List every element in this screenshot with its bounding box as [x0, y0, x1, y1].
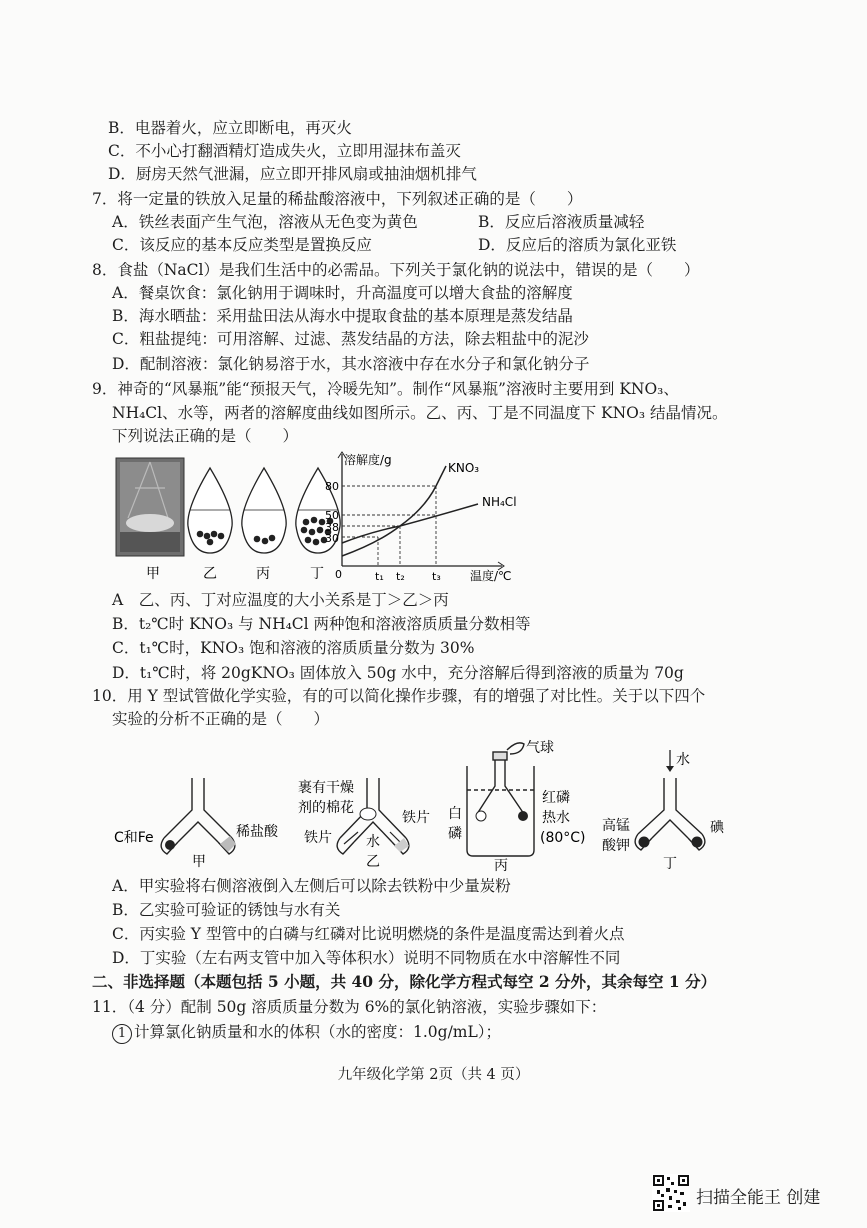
- section-2-heading: 二、非选择题（本题包括 5 小题，共 40 分，除化学方程式每空 2 分外，其余每空 1 分）: [92, 972, 717, 991]
- step-number-badge: 1: [112, 1024, 132, 1044]
- ding-left-2: 酸钾: [602, 838, 630, 854]
- q10-option-c: C．丙实验 Y 型管中的白磷与红磷对比说明燃烧的条件是温度需达到着火点: [112, 925, 625, 943]
- q10-option-b: B．乙实验可验证的锈蚀与水有关: [112, 901, 341, 919]
- y-tick-80: 80: [325, 480, 339, 493]
- bing-hot-1: 热水: [542, 810, 570, 826]
- q9-option-d: D．t₁℃时，将 20gKNO₃ 固体放入 50g 水中，充分溶解后得到溶液的质量为 70g: [112, 664, 684, 682]
- q7-option-b: B．反应后溶液质量减轻: [478, 213, 645, 231]
- q6-option-b: B．电器着火，应立即断电，再灭火: [108, 119, 352, 137]
- scanner-brand: 扫描全能王 创建: [696, 1188, 821, 1208]
- label-yi: 乙: [203, 566, 217, 582]
- q8-option-a: A．餐桌饮食：氯化钠用于调味时，升高温度可以增大食盐的溶解度: [112, 284, 573, 302]
- q9-stem-line1: 9．神奇的“风暴瓶”能“预报天气，冷暖先知”。制作“风暴瓶”溶液时主要用到 KNO₃、: [92, 380, 679, 398]
- q8-option-b: B．海水晒盐：采用盐田法从海水中提取食盐的基本原理是蒸发结晶: [112, 307, 573, 325]
- ding-left-1: 高锰: [602, 818, 630, 834]
- q8-option-c: C．粗盐提纯：可用溶解、过滤、蒸发结晶的方法，除去粗盐中的泥沙: [112, 330, 589, 348]
- beaker-bing: [467, 743, 534, 856]
- q10-stem-line1: 10．用 Y 型试管做化学实验，有的可以简化操作步骤，有的增强了对比性。关于以下四个: [92, 687, 706, 705]
- q10-option-d: D．丁实验（左右两支管中加入等体积水）说明不同物质在水中溶解性不同: [112, 949, 621, 967]
- yi-cotton-1: 裹有干燥: [298, 780, 354, 796]
- yi-fe-right: 铁片: [402, 810, 430, 826]
- q11-step-1: [112, 1022, 501, 1044]
- q8-option-d: D．配制溶液：氯化钠易溶于水，其水溶液中存在水分子和氯化钠分子: [112, 355, 590, 373]
- ding-right: 碘: [710, 820, 724, 836]
- ding-name: 丁: [663, 856, 677, 872]
- jia-name: 甲: [192, 854, 206, 870]
- label-jia: 甲: [146, 566, 160, 582]
- series-kno3: KNO₃: [448, 461, 480, 475]
- q7-option-a: A．铁丝表面产生气泡，溶液从无色变为黄色: [112, 213, 418, 231]
- page-footer: 九年级化学第 2页（共 4 页）: [337, 1067, 530, 1083]
- q10-option-a: A．甲实验将右侧溶液倒入左侧后可以除去铁粉中少量炭粉: [112, 877, 511, 895]
- q9-figure: [110, 448, 530, 590]
- y-tick-50: 50: [325, 509, 339, 522]
- bing-white-2: 磷: [448, 826, 462, 842]
- jia-left-label: C和Fe: [114, 830, 154, 846]
- q9-option-c: C．t₁℃时，KNO₃ 饱和溶液的溶质质量分数为 30%: [112, 639, 475, 657]
- q10-stem-line2: 实验的分析不正确的是（ ）: [112, 710, 330, 728]
- q11-step-1-text: 计算氯化钠质量和水的体积（水的密度：1.0g/mL）；: [134, 1023, 502, 1041]
- q7-stem: 7．将一定量的铁放入足量的稀盐酸溶液中，下列叙述正确的是（ ）: [92, 190, 583, 208]
- x-axis-label: 温度/℃: [470, 569, 512, 583]
- bing-white-1: 白: [448, 806, 462, 822]
- q6-option-c: C．不小心打翻酒精灯造成失火，立即用湿抹布盖灭: [108, 142, 461, 160]
- q6-option-d: D．厨房天然气泄漏，应立即开排风扇或抽油烟机排气: [108, 165, 477, 183]
- q8-stem: 8．食盐（NaCl）是我们生活中的必需品。下列关于氯化钠的说法中，错误的是（ ）: [92, 261, 700, 279]
- q10-figure: [112, 738, 732, 874]
- yi-cotton-2: 剂的棉花: [298, 800, 354, 816]
- jia-right-label: 稀盐酸: [236, 824, 278, 840]
- bing-hot-2: (80°C): [540, 830, 586, 846]
- yi-fe-left: 铁片: [304, 830, 332, 846]
- solubility-chart: [325, 452, 517, 583]
- q11-stem: 11．（4 分）配制 50g 溶质质量分数为 6%的氯化钠溶液，实验步骤如下：: [92, 998, 607, 1016]
- y-axis-label: 溶解度/g: [344, 453, 392, 467]
- q9-option-b: B．t₂℃时 KNO₃ 与 NH₄Cl 两种饱和溶液溶质质量分数相等: [112, 615, 531, 633]
- x-tick-t2: t₂: [396, 570, 405, 583]
- yi-name: 乙: [366, 854, 380, 870]
- kno3-curve: [342, 466, 446, 556]
- ding-water: 水: [676, 752, 690, 768]
- origin-label: 0: [335, 568, 342, 581]
- qr-code-icon: [652, 1174, 690, 1212]
- yi-water: 水: [366, 834, 380, 850]
- y-tick-30: 30: [325, 532, 339, 545]
- x-tick-t1: t₁: [375, 570, 384, 583]
- q7-option-c: C．该反应的基本反应类型是置换反应: [112, 236, 372, 254]
- series-nh4cl: NH₄Cl: [482, 495, 517, 509]
- bing-balloon: 气球: [526, 740, 554, 756]
- y-tick-38: 38: [325, 521, 339, 534]
- label-ding: 丁: [310, 566, 324, 582]
- bing-name: 丙: [494, 858, 508, 874]
- q9-stem-line3: 下列说法正确的是（ ）: [112, 427, 299, 445]
- q9-stem-line2: NH₄Cl、水等，两者的溶解度曲线如图所示。乙、丙、丁是不同温度下 KNO₃ 结晶情况。: [112, 404, 728, 422]
- q9-option-a: A 乙、丙、丁对应温度的大小关系是丁＞乙＞丙: [112, 591, 449, 609]
- q7-option-d: D．反应后的溶质为氯化亚铁: [478, 236, 677, 254]
- label-bing: 丙: [256, 566, 270, 582]
- flask-bing: [242, 468, 286, 553]
- guide-lines: [342, 486, 436, 566]
- x-tick-t3: t₃: [432, 570, 441, 583]
- flask-yi: [188, 468, 232, 553]
- bing-red: 红磷: [542, 790, 570, 806]
